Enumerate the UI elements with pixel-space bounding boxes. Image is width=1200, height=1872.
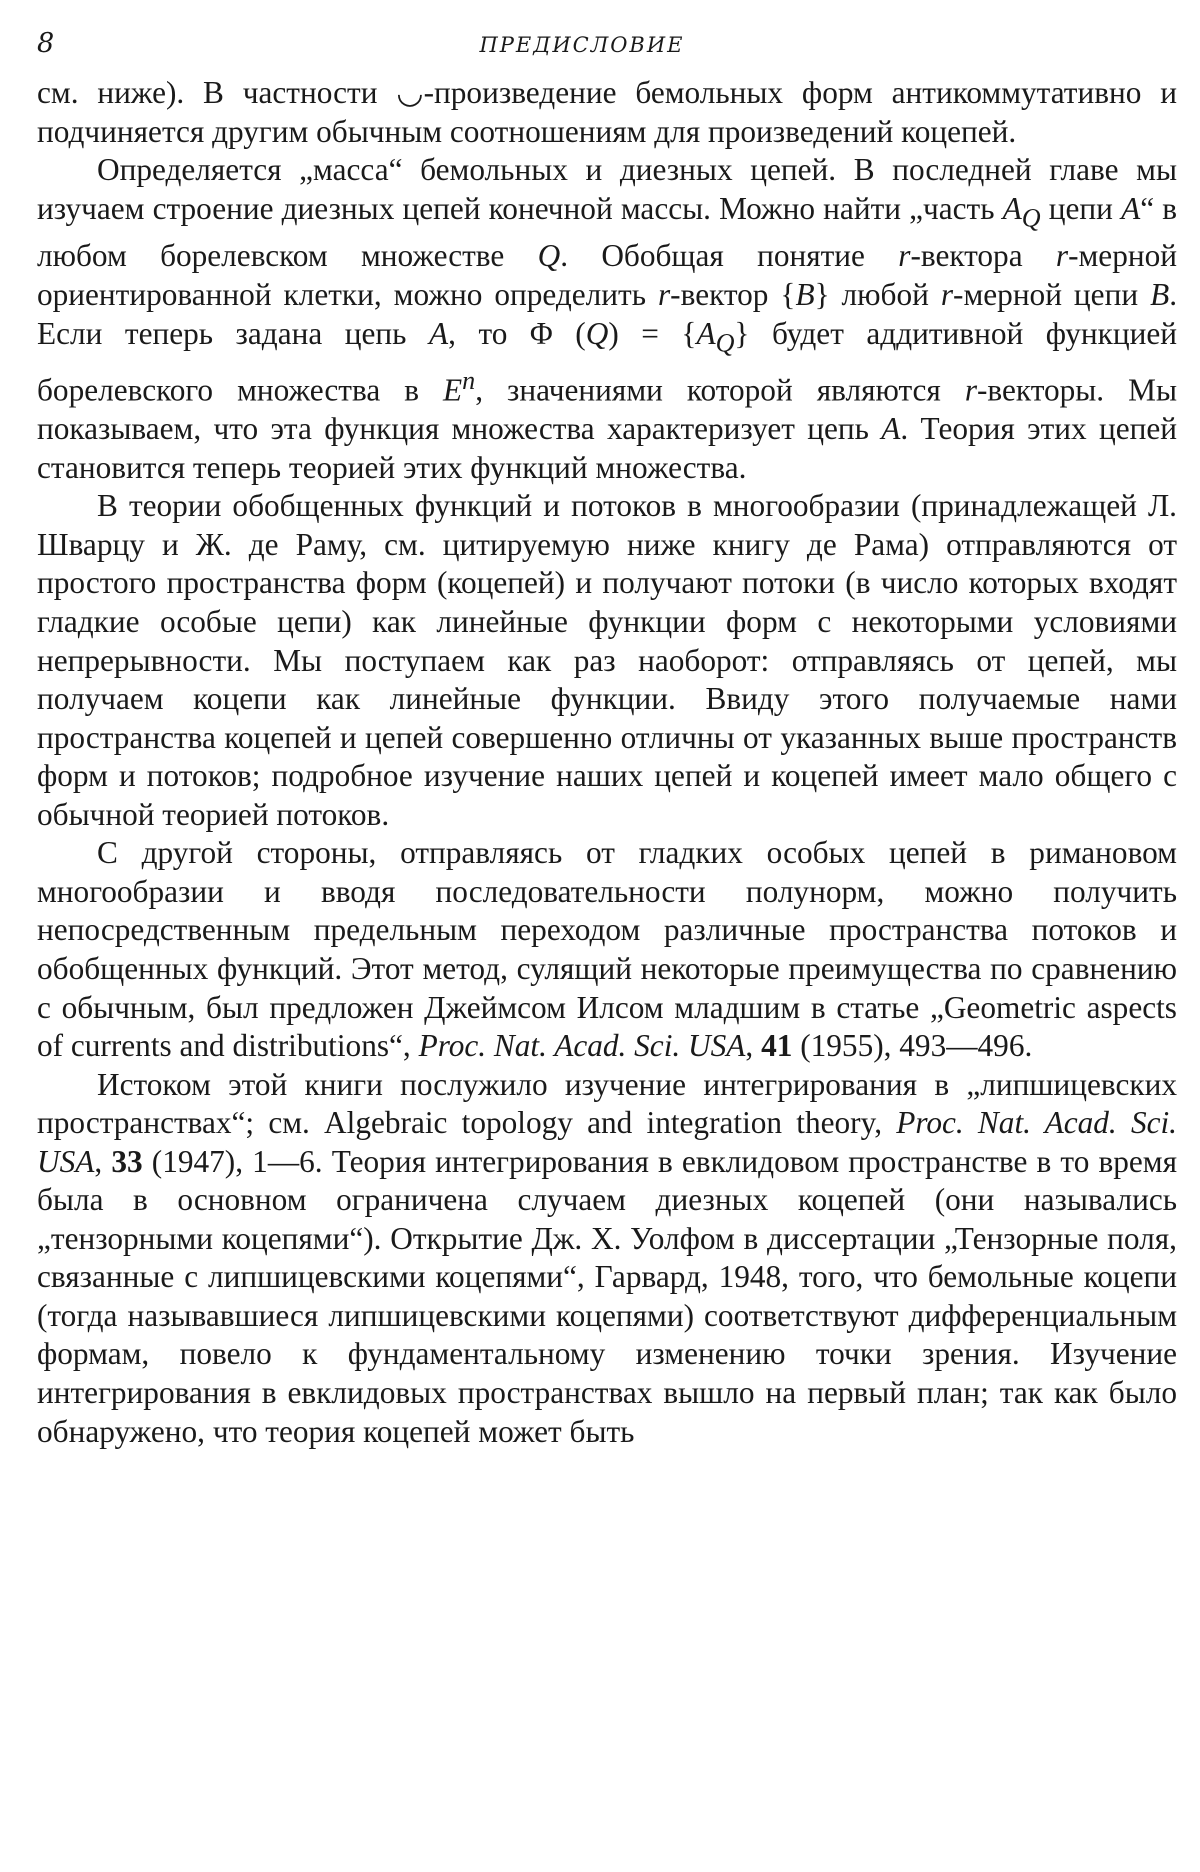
paragraph	[37, 1066, 1177, 1451]
text-run: ,	[745, 1028, 762, 1064]
text-run: Proc. Nat. Acad. Sci. USA	[37, 1105, 1178, 1179]
text-run: -вектор {	[670, 276, 796, 312]
text-run: 33	[111, 1143, 143, 1179]
page-body	[37, 74, 1177, 1451]
text-run: , то Φ (	[448, 315, 586, 351]
text-run: A	[1121, 190, 1141, 226]
text-run: n	[462, 366, 476, 396]
paragraph	[37, 834, 1177, 1065]
text-run: r	[898, 238, 911, 274]
text-run: Q	[537, 238, 561, 274]
text-run: Q	[715, 327, 735, 357]
text-run: E	[443, 372, 463, 408]
text-run: r	[1055, 238, 1069, 274]
text-run: . Если теперь задана цепь	[37, 276, 1178, 351]
text-run: . Теория этих цепей становится теперь теорией этих функций множества.	[37, 411, 1177, 485]
paragraph	[37, 151, 1177, 487]
paragraph	[37, 74, 1177, 151]
text-run: A	[1002, 190, 1022, 226]
text-run: } будет аддитивной функцией борелевского множества в	[37, 315, 1177, 408]
text-run: B	[1150, 276, 1170, 312]
text-run: Определяется „масса“ бемольных и диезных цепей. В последней главе мы изучаем строение диезных цепей конечной массы. Можно найти „часть	[37, 152, 1177, 226]
text-run: . Обобщая понятие	[560, 238, 899, 274]
text-run: -векторы. Мы показываем, что эта функция множества характеризует цепь	[37, 372, 1177, 447]
text-run: Proc. Nat. Acad. Sci. USA	[418, 1028, 746, 1064]
text-run: B	[795, 276, 815, 312]
text-run: С другой стороны, отправляясь от гладких особых цепей в римановом многообразии и вводя последовательности полунорм, можно получить непосредственным предельным переходом различные пространства потоков и обобщенных функций. Этот метод, сулящий некоторые преимущества по сравнению с обычным, был предложен Джеймсом Илсом младшим в статье „Geometric aspects of currents and distributions“,	[37, 835, 1177, 1064]
text-run: Q	[1021, 202, 1041, 232]
running-head: ПРЕДИСЛОВИЕ	[479, 33, 685, 57]
text-run: “ в любом борелевском множестве	[37, 190, 1178, 274]
page-number: 8	[37, 28, 55, 59]
text-run: r	[940, 276, 954, 312]
text-run: -вектора	[910, 238, 1056, 274]
text-run: A	[696, 315, 716, 351]
text-run: цепи	[1040, 190, 1122, 226]
text-run: (1955), 493—496.	[792, 1028, 1033, 1064]
text-run: A	[428, 315, 449, 351]
text-run: см. ниже). В частности ◡-произведение бемольных форм антикоммутативно и подчиняется другим обычным соотношениям для произведений коцепей.	[37, 75, 1177, 149]
text-run: } любой	[814, 276, 941, 312]
paragraph	[37, 487, 1177, 834]
text-run: В теории обобщенных функций и потоков в многообразии (принадлежащей Л. Шварцу и Ж. де Раму, см. цитируемую ниже книгу де Рама) отправляются от простого пространства форм (коцепей) и получают потоки (в число которых входят гладкие особые цепи) как линейные функции форм с некоторыми условиями непрерывности. Мы поступаем как раз наоборот: отправляясь от цепей, мы получаем коцепи как линейные функции. Ввиду этого получаемые нами пространства коцепей и цепей совершенно отличны от указанных выше пространств форм и потоков; подробное изучение наших цепей и коцепей имеет мало общего с обычной теорией потоков.	[37, 488, 1177, 832]
text-run: Истоком этой книги послужило изучение интегрирования в „липшицевских пространствах“; см. Algebraic topology and integration theory,	[37, 1066, 1177, 1141]
text-run: ,	[94, 1143, 112, 1179]
text-run: A	[881, 411, 901, 447]
text-run: Q	[585, 315, 609, 351]
text-run: (1947), 1—6. Теория интегрирования в евклидовом пространстве в то время была в основном ограничена случаем диезных коцепей (они назывались „тензорными коцепями“). Открытие Дж. Х. Уолфом в диссертации „Тензорные поля, связанные с липшицевскими коцепями“, Гарвард, 1948, того, что бемольные коцепи (тогда называвшиеся липшицевскими коцепями) соответствуют дифференциальным формам, повело к фундаментальному изменению точки зрения. Изучение интегрирования в евклидовых пространствах вышло на первый план; так как было обнаружено, что теория коцепей может быть	[37, 1143, 1177, 1449]
text-run: ) = {	[608, 315, 697, 351]
text-run: r	[964, 372, 977, 408]
text-run: r	[657, 276, 671, 312]
text-run: -мерной ориентированной клетки, можно определить	[37, 238, 1177, 312]
text-run: 41	[761, 1028, 793, 1064]
text-run: -мерной цепи	[953, 276, 1151, 312]
page-header	[37, 28, 1177, 74]
text-run: , значениями которой являются	[475, 372, 965, 408]
